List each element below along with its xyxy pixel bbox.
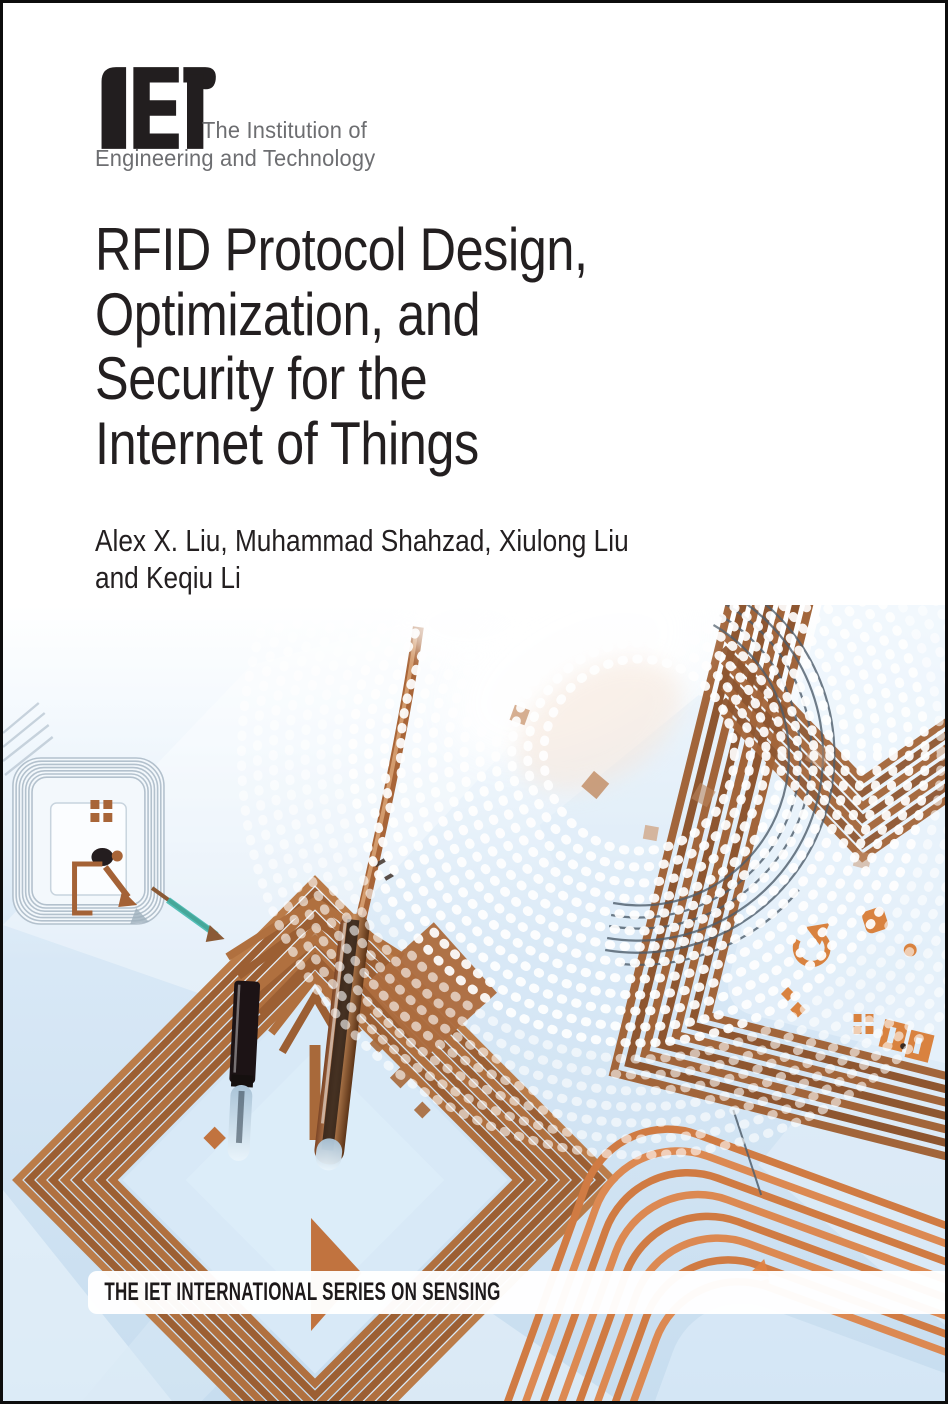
book-title bbox=[95, 218, 588, 476]
title-line-2: Optimization, and bbox=[95, 280, 481, 348]
publisher-tagline-line1: The Institution of bbox=[202, 117, 367, 143]
series-banner-label: THE IET INTERNATIONAL SERIES ON SENSING bbox=[104, 1278, 501, 1306]
authors-line-2: and Keqiu Li bbox=[95, 561, 241, 595]
author-names bbox=[95, 523, 629, 597]
small-rfid-tag bbox=[13, 758, 164, 924]
authors-line-1: Alex X. Liu, Muhammad Shahzad, Xiulong Liu bbox=[95, 524, 629, 558]
title-line-4: Internet of Things bbox=[95, 409, 479, 477]
title-line-3: Security for the bbox=[95, 345, 428, 412]
title-line-1: RFID Protocol Design, bbox=[95, 216, 588, 283]
series-banner bbox=[88, 1271, 945, 1314]
publisher-tagline-line2: Engineering and Technology bbox=[95, 145, 376, 171]
iet-logo-icon bbox=[97, 61, 217, 155]
